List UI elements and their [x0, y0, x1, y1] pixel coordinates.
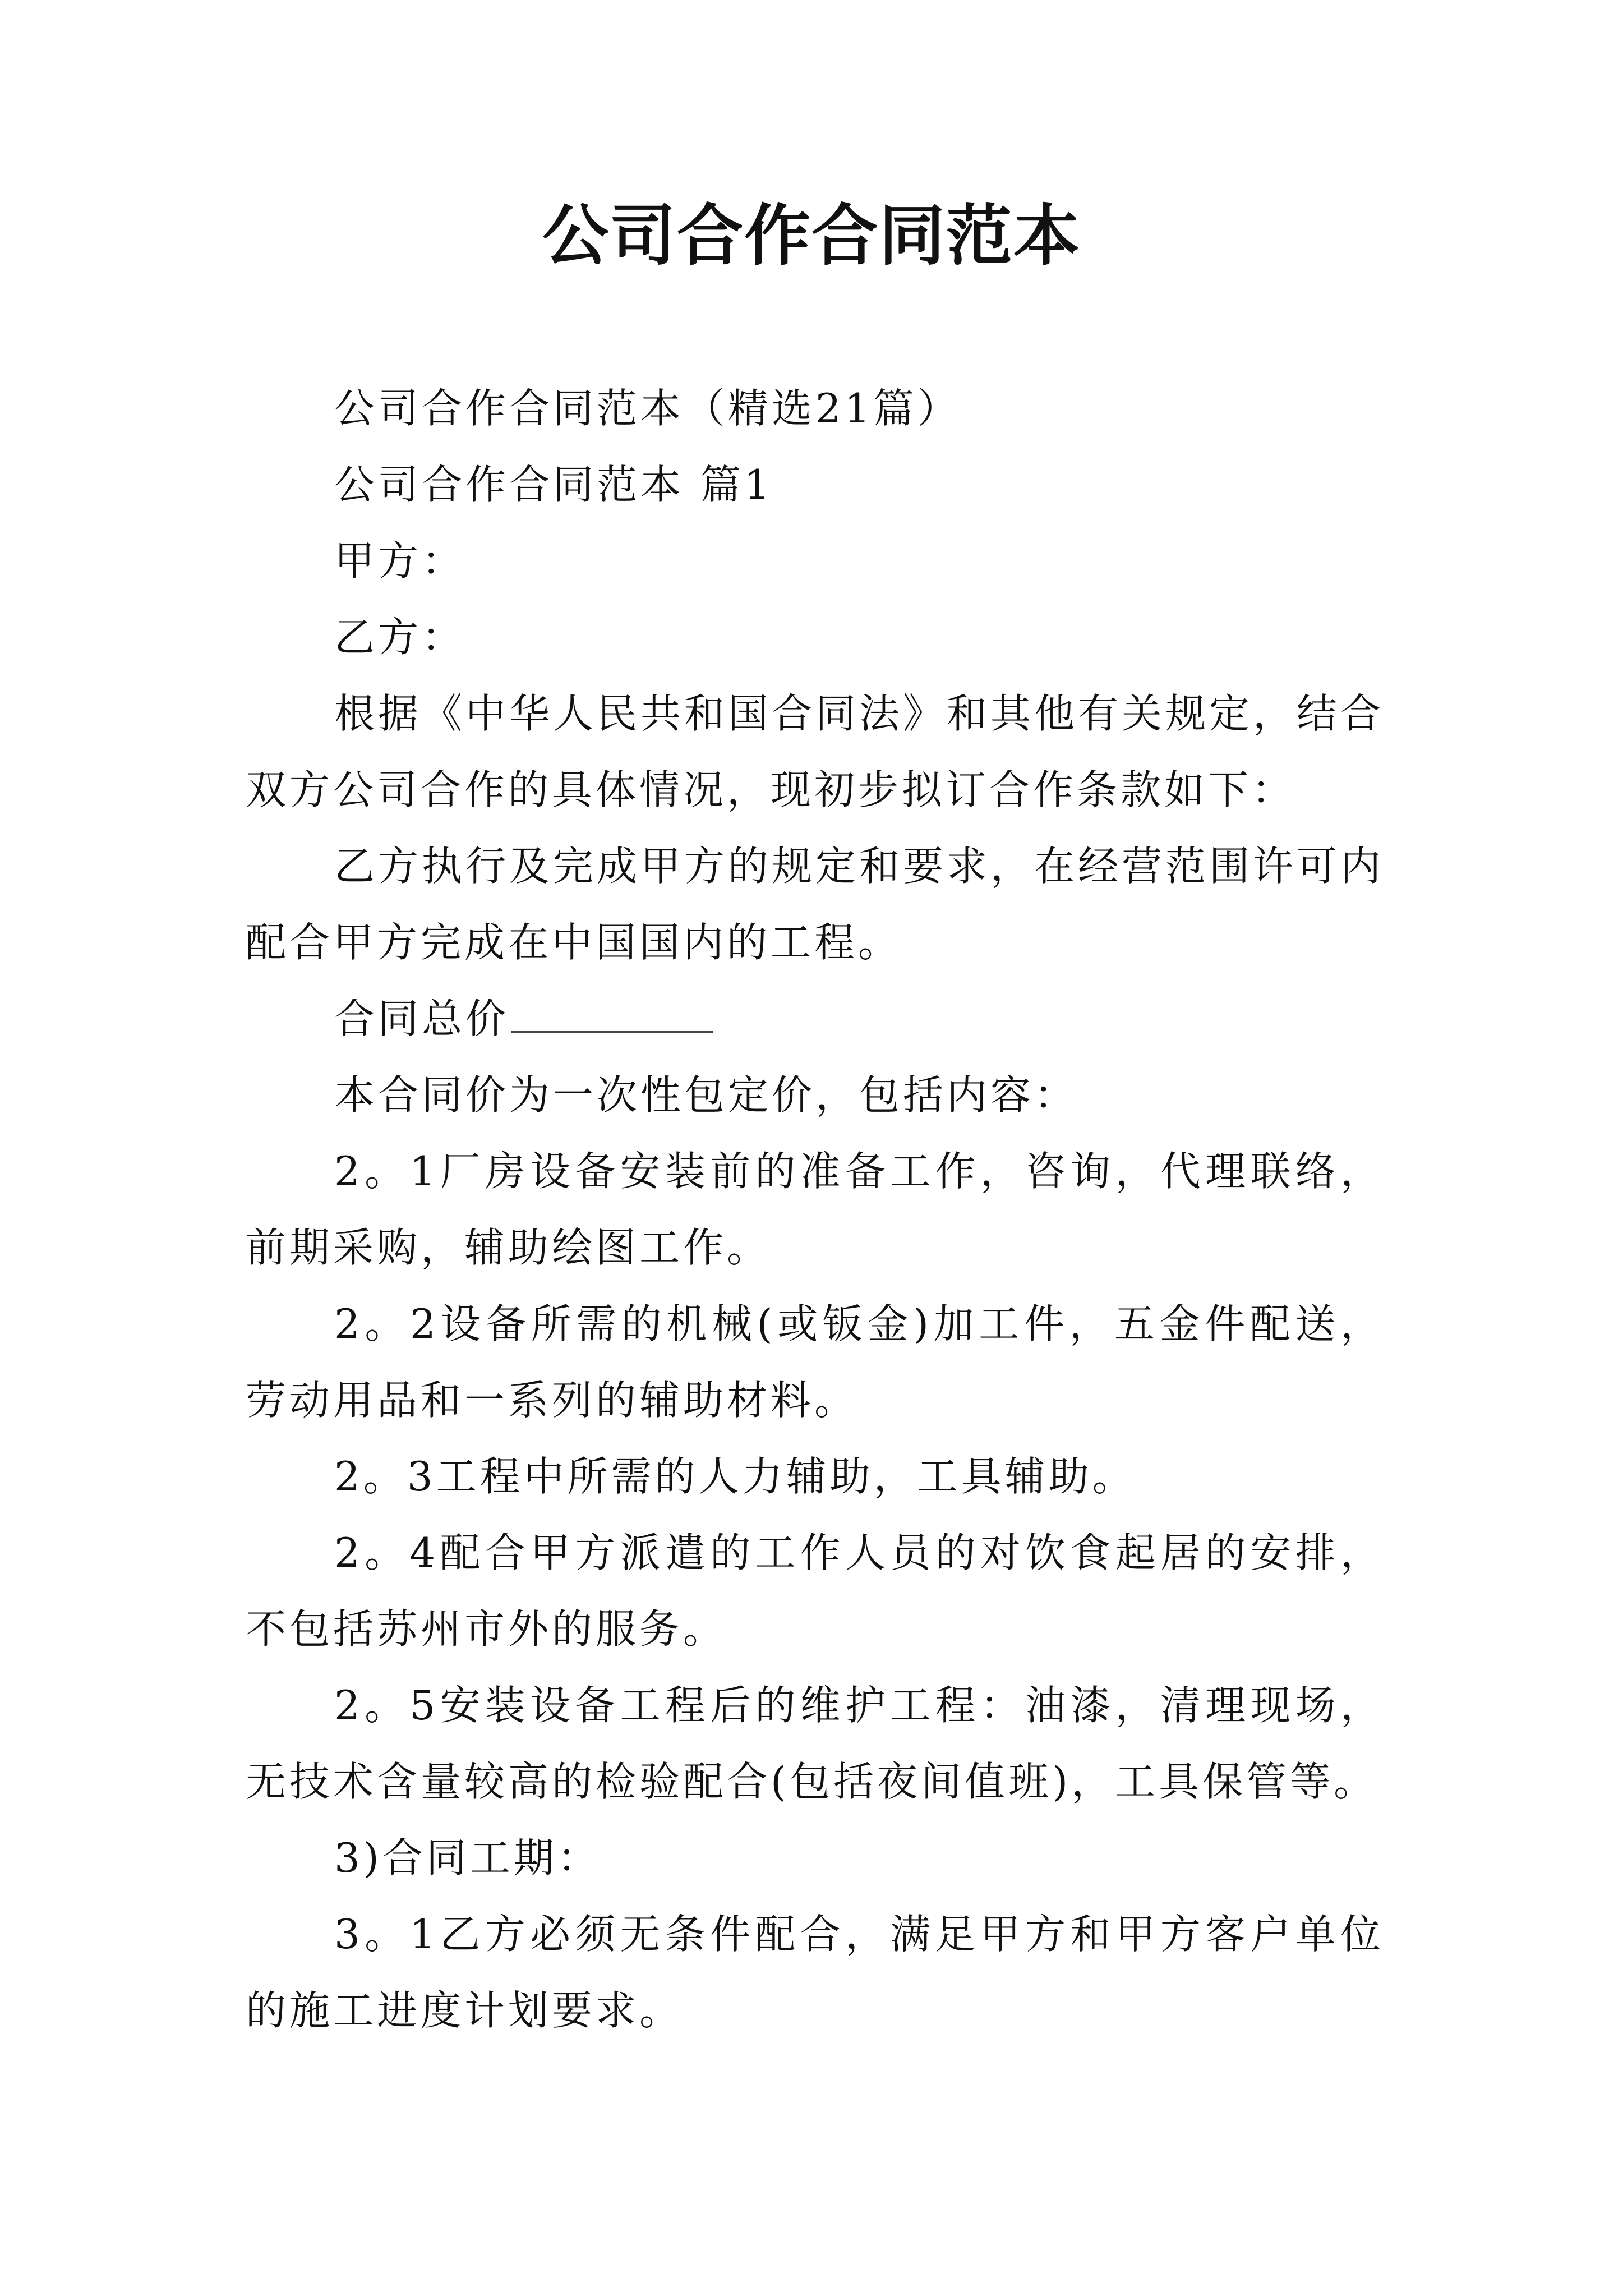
- paragraph-item-2-5: 2。5安装设备工程后的维护工程：油漆，清理现场，无技术含量较高的检验配合(包括夜间值班)，工具保管等。: [246, 1682, 1384, 1805]
- paragraph-party-a: 甲方：: [334, 537, 466, 585]
- paragraph-item-3-1: 3。1乙方必须无条件配合，满足甲方和甲方客户单位的施工进度计划要求。: [246, 1911, 1384, 2034]
- paragraph-total-price: [246, 981, 1384, 1057]
- paragraph-price-includes: 本合同价为一次性包定价，包括内容：: [334, 1071, 1078, 1119]
- paragraph-section-heading: 公司合作合同范本 篇1: [334, 461, 773, 508]
- paragraph-item-2-2: 2。2设备所需的机械(或钣金)加工件，五金件配送，劳动用品和一系列的辅助材料。: [246, 1300, 1384, 1424]
- document-title: 公司合作合同范本: [542, 196, 1081, 274]
- paragraph-item-2-4: 2。4配合甲方派遣的工作人员的对饮食起居的安排，不包括苏州市外的服务。: [246, 1529, 1384, 1653]
- document-body: [246, 370, 1384, 2049]
- paragraph-scope: 乙方执行及完成甲方的规定和要求，在经营范围许可内配合甲方完成在中国国内的工程。: [246, 843, 1385, 966]
- total-price-blank-line: [511, 986, 713, 1033]
- paragraph-subtitle: 公司合作合同范本（精选21篇）: [334, 385, 961, 432]
- paragraph-contract-period: 3)合同工期：: [334, 1834, 601, 1881]
- paragraph-preamble: 根据《中华人民共和国合同法》和其他有关规定，结合双方公司合作的具体情况，现初步拟订合作条款如下：: [246, 690, 1385, 813]
- paragraph-item-2-1: 2。1厂房设备安装前的准备工作，咨询，代理联络，前期采购，辅助绘图工作。: [246, 1148, 1384, 1271]
- paragraph-party-b: 乙方：: [334, 614, 466, 661]
- paragraph-item-2-3: 2。3工程中所需的人力辅助，工具辅助。: [334, 1453, 1136, 1500]
- total-price-label: 合同总价: [334, 995, 510, 1042]
